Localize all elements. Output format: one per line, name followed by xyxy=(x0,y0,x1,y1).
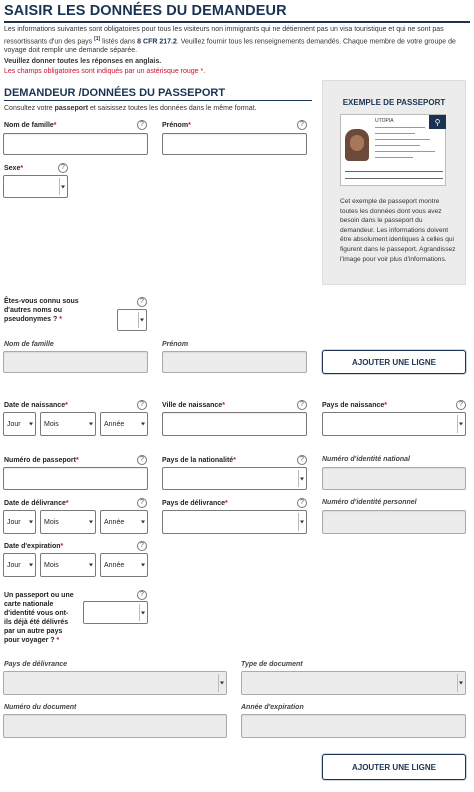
label-pays-delivrance xyxy=(162,499,228,508)
label-doc-pays-delivrance: Pays de délivrance xyxy=(4,661,68,668)
chevron-down-icon xyxy=(300,521,304,524)
required-star: * xyxy=(75,457,79,464)
passport-mrz-line xyxy=(345,178,443,179)
doc-type-select[interactable] xyxy=(241,671,466,695)
select-value: Année xyxy=(104,420,125,428)
label-doc-annee-exp: Année d'expiration xyxy=(241,704,304,711)
label-ville-naissance xyxy=(162,401,225,410)
label-doc-type: Type de document xyxy=(241,661,303,668)
help-icon[interactable]: ? xyxy=(297,120,307,130)
cfr-link[interactable]: 8 CFR 217.2 xyxy=(137,37,177,45)
intro-text-2: listés dans xyxy=(102,37,136,45)
chevron-down-icon xyxy=(141,611,145,614)
required-star: * xyxy=(225,500,228,507)
chevron-down-icon xyxy=(220,682,224,685)
label-date-naissance-text: Date de naissance xyxy=(4,402,66,409)
label-sexe xyxy=(4,164,23,173)
passport-mrz-line xyxy=(345,171,443,172)
subtitle-bold: passeport xyxy=(54,105,89,112)
label-pays-nationalite-text: Pays de la nationalité xyxy=(162,457,234,464)
sexe-select[interactable] xyxy=(3,175,68,198)
delivrance-jour-select[interactable] xyxy=(3,510,36,534)
intro-paragraph xyxy=(4,25,466,56)
label-num-identite-pers: Numéro d'identité personnel xyxy=(322,499,417,506)
label-alias-prenom: Prénom xyxy=(162,341,189,348)
chevron-down-icon xyxy=(141,564,145,567)
naissance-annee-select[interactable] xyxy=(100,412,148,436)
label-pays-naissance-text: Pays de naissance xyxy=(322,402,385,409)
label-nom-text: Nom de famille xyxy=(4,122,54,129)
required-star: * xyxy=(56,637,60,644)
doc-annee-exp-input[interactable] xyxy=(241,714,466,738)
label-num-passeport-text: Numéro de passeport xyxy=(4,457,76,464)
select-value: Mois xyxy=(44,561,59,569)
help-icon[interactable]: ? xyxy=(137,297,147,307)
help-icon[interactable]: ? xyxy=(58,163,68,173)
label-autre-passeport xyxy=(4,591,74,645)
subtitle-post: et saisissez toutes les données dans le même format. xyxy=(90,105,257,112)
required-star: * xyxy=(59,316,62,323)
passport-line xyxy=(375,139,430,140)
label-autres-noms-text: Êtes-vous connu sous d'autres noms ou pseudonymes ? xyxy=(4,298,79,323)
chevron-down-icon xyxy=(89,423,93,426)
delivrance-mois-select[interactable] xyxy=(40,510,96,534)
nom-input[interactable] xyxy=(3,133,148,155)
required-star: * xyxy=(65,500,69,507)
label-date-naissance xyxy=(4,401,68,410)
required-star: * xyxy=(60,543,64,550)
section-subtitle xyxy=(4,104,304,114)
label-pays-naissance xyxy=(322,401,387,410)
passport-line xyxy=(375,133,415,134)
num-identite-nat-input[interactable] xyxy=(322,467,466,490)
add-line-button[interactable]: AJOUTER UNE LIGNE xyxy=(322,350,466,374)
chevron-down-icon xyxy=(141,521,145,524)
chevron-down-icon xyxy=(29,423,33,426)
passport-example-text: Cet exemple de passeport montre toutes les données dont vous avez besoin dans le passeport du demandeur. Les informations doivent être absolument identiques à celles qui figurent dans le passeport. Agrandissez l'image pour voir plus d'informations. xyxy=(340,198,456,263)
intro-text-3: . Veuillez fournir tous les renseignements demandés. Chaque membre de votre groupe de voyage doit remplir une demande séparée. xyxy=(4,37,456,55)
select-value: Jour xyxy=(7,561,21,569)
label-ville-naissance-text: Ville de naissance xyxy=(162,402,223,409)
label-nom xyxy=(4,121,57,130)
num-passeport-input[interactable] xyxy=(3,467,148,490)
subtitle-pre: Consultez votre xyxy=(4,105,53,112)
help-icon[interactable]: ? xyxy=(137,541,147,551)
section-title: DEMANDEUR /DONNÉES DU PASSEPORT xyxy=(4,87,226,99)
chevron-down-icon xyxy=(29,521,33,524)
help-icon[interactable]: ? xyxy=(297,498,307,508)
autre-passeport-select[interactable] xyxy=(83,601,148,624)
required-star: * xyxy=(233,457,236,464)
required-note xyxy=(4,67,466,77)
passport-country: UTOPIA xyxy=(375,118,394,124)
label-date-delivrance-text: Date de délivrance xyxy=(4,500,66,507)
chevron-down-icon xyxy=(300,477,304,480)
required-note-star: *. xyxy=(200,68,206,75)
passport-line xyxy=(375,157,413,158)
passport-line xyxy=(375,145,420,146)
required-star: * xyxy=(53,122,57,129)
label-num-passeport xyxy=(4,456,79,465)
select-value: Jour xyxy=(7,518,21,526)
doc-numero-input[interactable] xyxy=(3,714,227,738)
chevron-down-icon xyxy=(140,319,144,322)
chevron-down-icon xyxy=(141,423,145,426)
passport-example-title: EXEMPLE DE PASSEPORT xyxy=(342,98,446,107)
help-icon[interactable]: ? xyxy=(297,400,307,410)
prenom-input[interactable] xyxy=(162,133,307,155)
ville-naissance-input[interactable] xyxy=(162,412,307,436)
naissance-mois-select[interactable] xyxy=(40,412,96,436)
help-icon[interactable]: ? xyxy=(137,455,147,465)
passport-line xyxy=(375,127,425,128)
required-star: * xyxy=(384,402,387,409)
label-prenom-text: Prénom xyxy=(162,122,189,129)
select-value: Jour xyxy=(7,420,21,428)
select-value: Année xyxy=(104,518,125,526)
help-icon[interactable]: ? xyxy=(137,590,147,600)
label-sexe-text: Sexe xyxy=(4,165,21,172)
label-prenom xyxy=(162,121,191,130)
passport-line xyxy=(375,151,435,152)
label-date-delivrance xyxy=(4,499,69,508)
label-autres-noms xyxy=(4,297,94,324)
expiration-annee-select[interactable] xyxy=(100,553,148,577)
help-icon[interactable]: ? xyxy=(137,400,147,410)
pays-delivrance-select[interactable] xyxy=(162,510,307,534)
expiration-mois-select[interactable] xyxy=(40,553,96,577)
alias-nom-input[interactable] xyxy=(3,351,148,373)
select-value: Mois xyxy=(44,420,59,428)
expiration-jour-select[interactable] xyxy=(3,553,36,577)
doc-pays-delivrance-select[interactable] xyxy=(3,671,227,695)
footnote-link[interactable]: [1] xyxy=(94,35,101,42)
intro-text-1: Les informations suivantes sont obligatoires pour tous les visiteurs non immigrants qui ne détiennent pas un visa touristique et qui ne sont pas ressortissants d'un des pays xyxy=(4,26,444,45)
help-icon[interactable]: ? xyxy=(297,455,307,465)
title-divider xyxy=(4,21,470,23)
help-icon[interactable]: ? xyxy=(137,120,147,130)
english-note: Veuillez donner toutes les réponses en anglais. xyxy=(4,58,162,65)
chevron-down-icon xyxy=(459,423,463,426)
label-pays-nationalite xyxy=(162,456,236,465)
help-icon[interactable]: ? xyxy=(137,498,147,508)
chevron-down-icon xyxy=(89,564,93,567)
autres-noms-select[interactable] xyxy=(117,309,147,331)
page-title: SAISIR LES DONNÉES DU DEMANDEUR xyxy=(4,3,287,19)
label-autre-passeport-text: Un passeport ou une carte nationale d'identité vous ont-ils déjà été délivrés par un autre pays pour voyager ? xyxy=(4,592,74,644)
required-note-text: Les champs obligatoires sont indiqués par un astérisque rouge xyxy=(4,68,199,75)
label-date-expiration-text: Date d'expiration xyxy=(4,543,61,550)
delivrance-annee-select[interactable] xyxy=(100,510,148,534)
required-star: * xyxy=(65,402,68,409)
required-star: * xyxy=(20,165,24,172)
chevron-down-icon xyxy=(29,564,33,567)
chevron-down-icon xyxy=(459,682,463,685)
label-alias-nom: Nom de famille xyxy=(4,341,54,348)
magnifier-icon[interactable]: ⚲ xyxy=(429,115,446,129)
passport-photo-face xyxy=(350,135,364,151)
add-line-button-2[interactable]: AJOUTER UNE LIGNE xyxy=(322,754,466,780)
pays-naissance-select[interactable] xyxy=(322,412,466,436)
label-pays-delivrance-text: Pays de délivrance xyxy=(162,500,226,507)
num-identite-pers-input[interactable] xyxy=(322,510,466,534)
section-divider xyxy=(4,100,312,101)
select-value: Année xyxy=(104,561,125,569)
alias-prenom-input[interactable] xyxy=(162,351,307,373)
label-doc-numero: Numéro du document xyxy=(4,704,77,711)
label-num-identite-nat: Numéro d'identité national xyxy=(322,456,411,463)
naissance-jour-select[interactable] xyxy=(3,412,36,436)
pays-nationalite-select[interactable] xyxy=(162,467,307,490)
chevron-down-icon xyxy=(61,185,65,188)
required-star: * xyxy=(222,402,225,409)
passport-image[interactable] xyxy=(340,114,446,186)
select-value: Mois xyxy=(44,518,59,526)
label-date-expiration xyxy=(4,542,63,551)
chevron-down-icon xyxy=(89,521,93,524)
help-icon[interactable]: ? xyxy=(456,400,466,410)
required-star: * xyxy=(188,122,191,129)
